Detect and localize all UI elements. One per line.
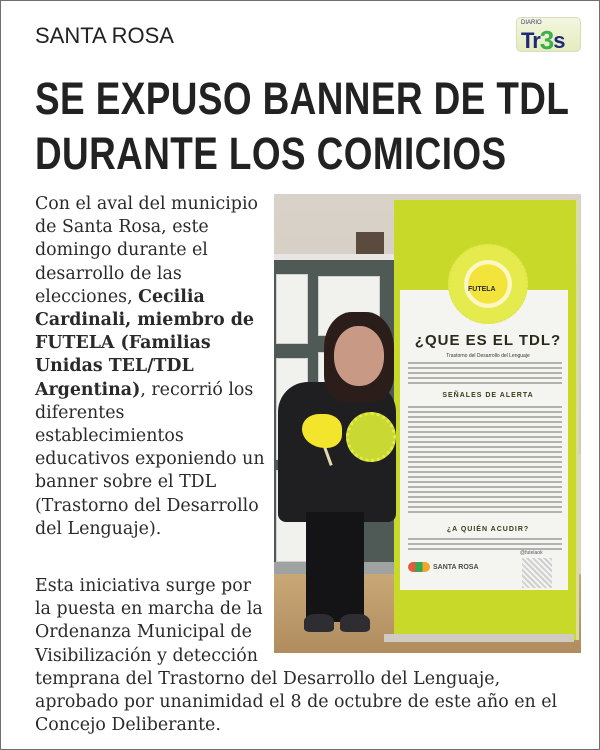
person-face bbox=[334, 326, 384, 386]
sponsor-text: SANTA ROSA bbox=[433, 563, 479, 571]
banner-social-handle: @futelaok bbox=[520, 550, 543, 556]
diario-tres-logo bbox=[516, 17, 581, 55]
paragraph-1-lead: Con el aval del municipio de Santa Rosa, este domingo durante el desarrollo de las elecciones, bbox=[35, 194, 258, 307]
banner-subtitle: Trastorno del Desarrollo del Lenguaje bbox=[446, 353, 530, 359]
paragraph-1-tail: , recorrió los diferentes establecimientos educativos exponiendo un banner sobre el TDL (Trastorno del Desarrollo del Lenguaje). bbox=[35, 379, 265, 539]
logo-suffix: s bbox=[553, 28, 565, 53]
paragraph-2-full: temprana del Trastorno del Desarrollo del Lenguaje, aprobado por unanimidad el 8 de octubre de este año en el Concejo Deliberante. bbox=[35, 668, 558, 736]
logo-small-text: DIARIO bbox=[521, 20, 542, 26]
photo-plaque bbox=[356, 232, 384, 256]
banner-section-2: ¿A QUIÉN ACUDIR? bbox=[446, 526, 530, 533]
headline-line-2: DURANTE LOS COMICIOS bbox=[35, 128, 507, 179]
banner-title: ¿QUE ES EL TDL? bbox=[414, 332, 562, 349]
futela-banner bbox=[394, 200, 579, 640]
paragraph-2-wrapped: Esta iniciativa surge por la puesta en marcha de la Ordenanza Municipal de Visibilización y detección bbox=[35, 576, 263, 666]
board-paper bbox=[276, 274, 308, 344]
logo-main-text bbox=[521, 24, 565, 55]
banner-logo-label: FUTELA bbox=[468, 286, 496, 293]
paragraph-1-bold: Cecilia Cardinali, miembro de FUTELA (Familias Unidas TEL/TDL Argentina) bbox=[35, 286, 254, 400]
article-paragraph-2 bbox=[35, 575, 575, 737]
banner-text-lines bbox=[408, 406, 562, 516]
shirt-emblem-icon bbox=[346, 412, 396, 462]
section-label: SANTA ROSA bbox=[35, 23, 174, 48]
futela-logo-icon bbox=[448, 244, 528, 324]
headline-line-1: SE EXPUSO BANNER DE TDL bbox=[35, 73, 570, 124]
santa-rosa-logo bbox=[408, 562, 479, 572]
banner-section-1: SEÑALES DE ALERTA bbox=[442, 392, 534, 399]
article-paragraph-1 bbox=[35, 193, 275, 541]
headline bbox=[35, 71, 600, 181]
logo-digit: 3 bbox=[539, 25, 554, 55]
banner-text-lines bbox=[408, 362, 562, 387]
logo-prefix: Tr bbox=[521, 28, 540, 53]
santa-rosa-logo-icon bbox=[408, 562, 430, 572]
